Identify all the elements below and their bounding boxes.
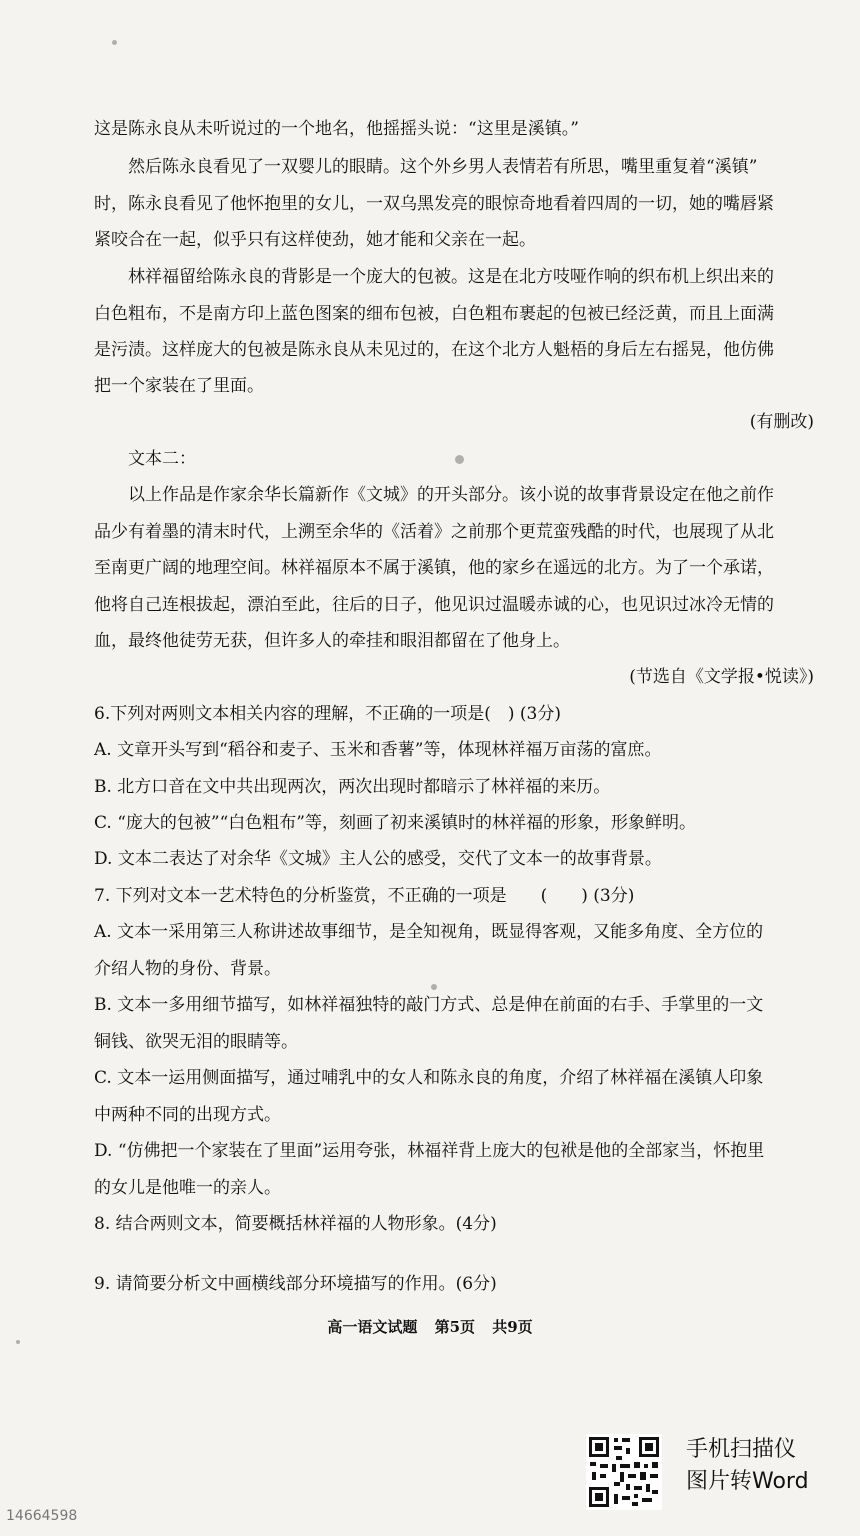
section-heading: 文本二： bbox=[128, 449, 196, 469]
paragraph-line: 是污渍。这样庞大的包被是陈永良从未见过的，在这个北方人魁梧的身后左右摇晃，他仿佛 bbox=[94, 340, 774, 360]
scan-speck bbox=[431, 984, 437, 990]
document-id: 14664598 bbox=[6, 1508, 78, 1524]
question-stem: 6.下列对两则文本相关内容的理解，不正确的一项是( ) (3分) bbox=[94, 704, 561, 724]
question-8: 8. 结合两则文本，简要概括林祥福的人物形象。(4分) bbox=[94, 1214, 497, 1234]
question-stem: 7. 下列对文本一艺术特色的分析鉴赏，不正确的一项是 ( ) (3分) bbox=[94, 886, 635, 906]
option-d: D. “仿佛把一个家装在了里面”运用夸张，林福祥背上庞大的包袱是他的全部家当，怀抱里 bbox=[94, 1141, 765, 1161]
paragraph-line: 把一个家装在了里面。 bbox=[94, 376, 264, 396]
option-c: C. “庞大的包被”“白色粗布”等，刻画了初来溪镇时的林祥福的形象，形象鲜明。 bbox=[94, 813, 696, 833]
option-a: A. 文本一采用第三人称讲述故事细节，是全知视角，既显得客观，又能多角度、全方位的 bbox=[94, 922, 764, 942]
option-d: D. 文本二表达了对余华《文城》主人公的感受，交代了文本一的故事背景。 bbox=[94, 849, 662, 869]
option-c-cont: 中两种不同的出现方式。 bbox=[94, 1105, 281, 1125]
paragraph-line: 然后陈永良看见了一双婴儿的眼睛。这个外乡男人表情若有所思，嘴里重复着“溪镇” bbox=[128, 157, 758, 177]
option-b: B. 文本一多用细节描写，如林祥福独特的敲门方式、总是伸在前面的右手、手掌里的一文 bbox=[94, 995, 764, 1015]
qr-code bbox=[586, 1434, 662, 1510]
paragraph-line: 以上作品是作家余华长篇新作《文城》的开头部分。该小说的故事背景设定在他之前作 bbox=[128, 485, 774, 505]
option-b: B. 北方口音在文中共出现两次，两次出现时都暗示了林祥福的来历。 bbox=[94, 777, 611, 797]
paragraph-line: 血，最终他徒劳无获，但许多人的牵挂和眼泪都留在了他身上。 bbox=[94, 631, 570, 651]
page-total: 共9页 bbox=[492, 1318, 533, 1336]
exam-title: 高一语文试题 bbox=[327, 1318, 418, 1336]
option-a-cont: 介绍人物的身份、背景。 bbox=[94, 959, 281, 979]
option-a: A. 文章开头写到“稻谷和麦子、玉米和香薯”等，体现林祥福万亩荡的富庶。 bbox=[94, 740, 662, 760]
scanner-watermark bbox=[686, 1434, 809, 1498]
paragraph-line: 他将自己连根拔起，漂泊至此，往后的日子，他见识过温暖赤诚的心，也见识过冰冷无情的 bbox=[94, 595, 774, 615]
revision-note: (有删改) bbox=[749, 412, 814, 432]
paragraph-line: 紧咬合在一起，似乎只有这样使劲，她才能和父亲在一起。 bbox=[94, 230, 536, 250]
watermark-line: 图片转Word bbox=[686, 1469, 809, 1494]
page-number: 第5页 bbox=[434, 1318, 475, 1336]
option-b-cont: 铜钱、欲哭无泪的眼睛等。 bbox=[94, 1032, 298, 1052]
paragraph-line: 这是陈永良从未听说过的一个地名，他摇摇头说：“这里是溪镇。” bbox=[94, 119, 579, 139]
question-9: 9. 请简要分析文中画横线部分环境描写的作用。(6分) bbox=[94, 1274, 497, 1294]
option-d-cont: 的女儿是他唯一的亲人。 bbox=[94, 1178, 281, 1198]
option-c: C. 文本一运用侧面描写，通过哺乳中的女人和陈永良的角度，介绍了林祥福在溪镇人印象 bbox=[94, 1068, 764, 1088]
paragraph-line: 时，陈永良看见了他怀抱里的女儿，一双乌黑发亮的眼惊奇地看着四周的一切，她的嘴唇紧 bbox=[94, 194, 774, 214]
watermark-line: 手机扫描仪 bbox=[686, 1437, 797, 1462]
paragraph-line: 林祥福留给陈永良的背影是一个庞大的包被。这是在北方吱哑作响的织布机上织出来的 bbox=[128, 267, 774, 287]
scan-speck bbox=[16, 1340, 20, 1344]
source-note: (节选自《文学报•悦读》) bbox=[629, 667, 814, 687]
paragraph-line: 至南更广阔的地理空间。林祥福原本不属于溪镇，他的家乡在遥远的北方。为了一个承诺， bbox=[94, 558, 774, 578]
scan-speck bbox=[112, 40, 117, 45]
paragraph-line: 白色粗布，不是南方印上蓝色图案的细布包被，白色粗布裹起的包被已经泛黄，而且上面满 bbox=[94, 304, 774, 324]
page-footer bbox=[0, 1316, 860, 1337]
paragraph-line: 品少有着墨的清末时代，上溯至余华的《活着》之前那个更荒蛮残酷的时代，也展现了从北 bbox=[94, 522, 774, 542]
